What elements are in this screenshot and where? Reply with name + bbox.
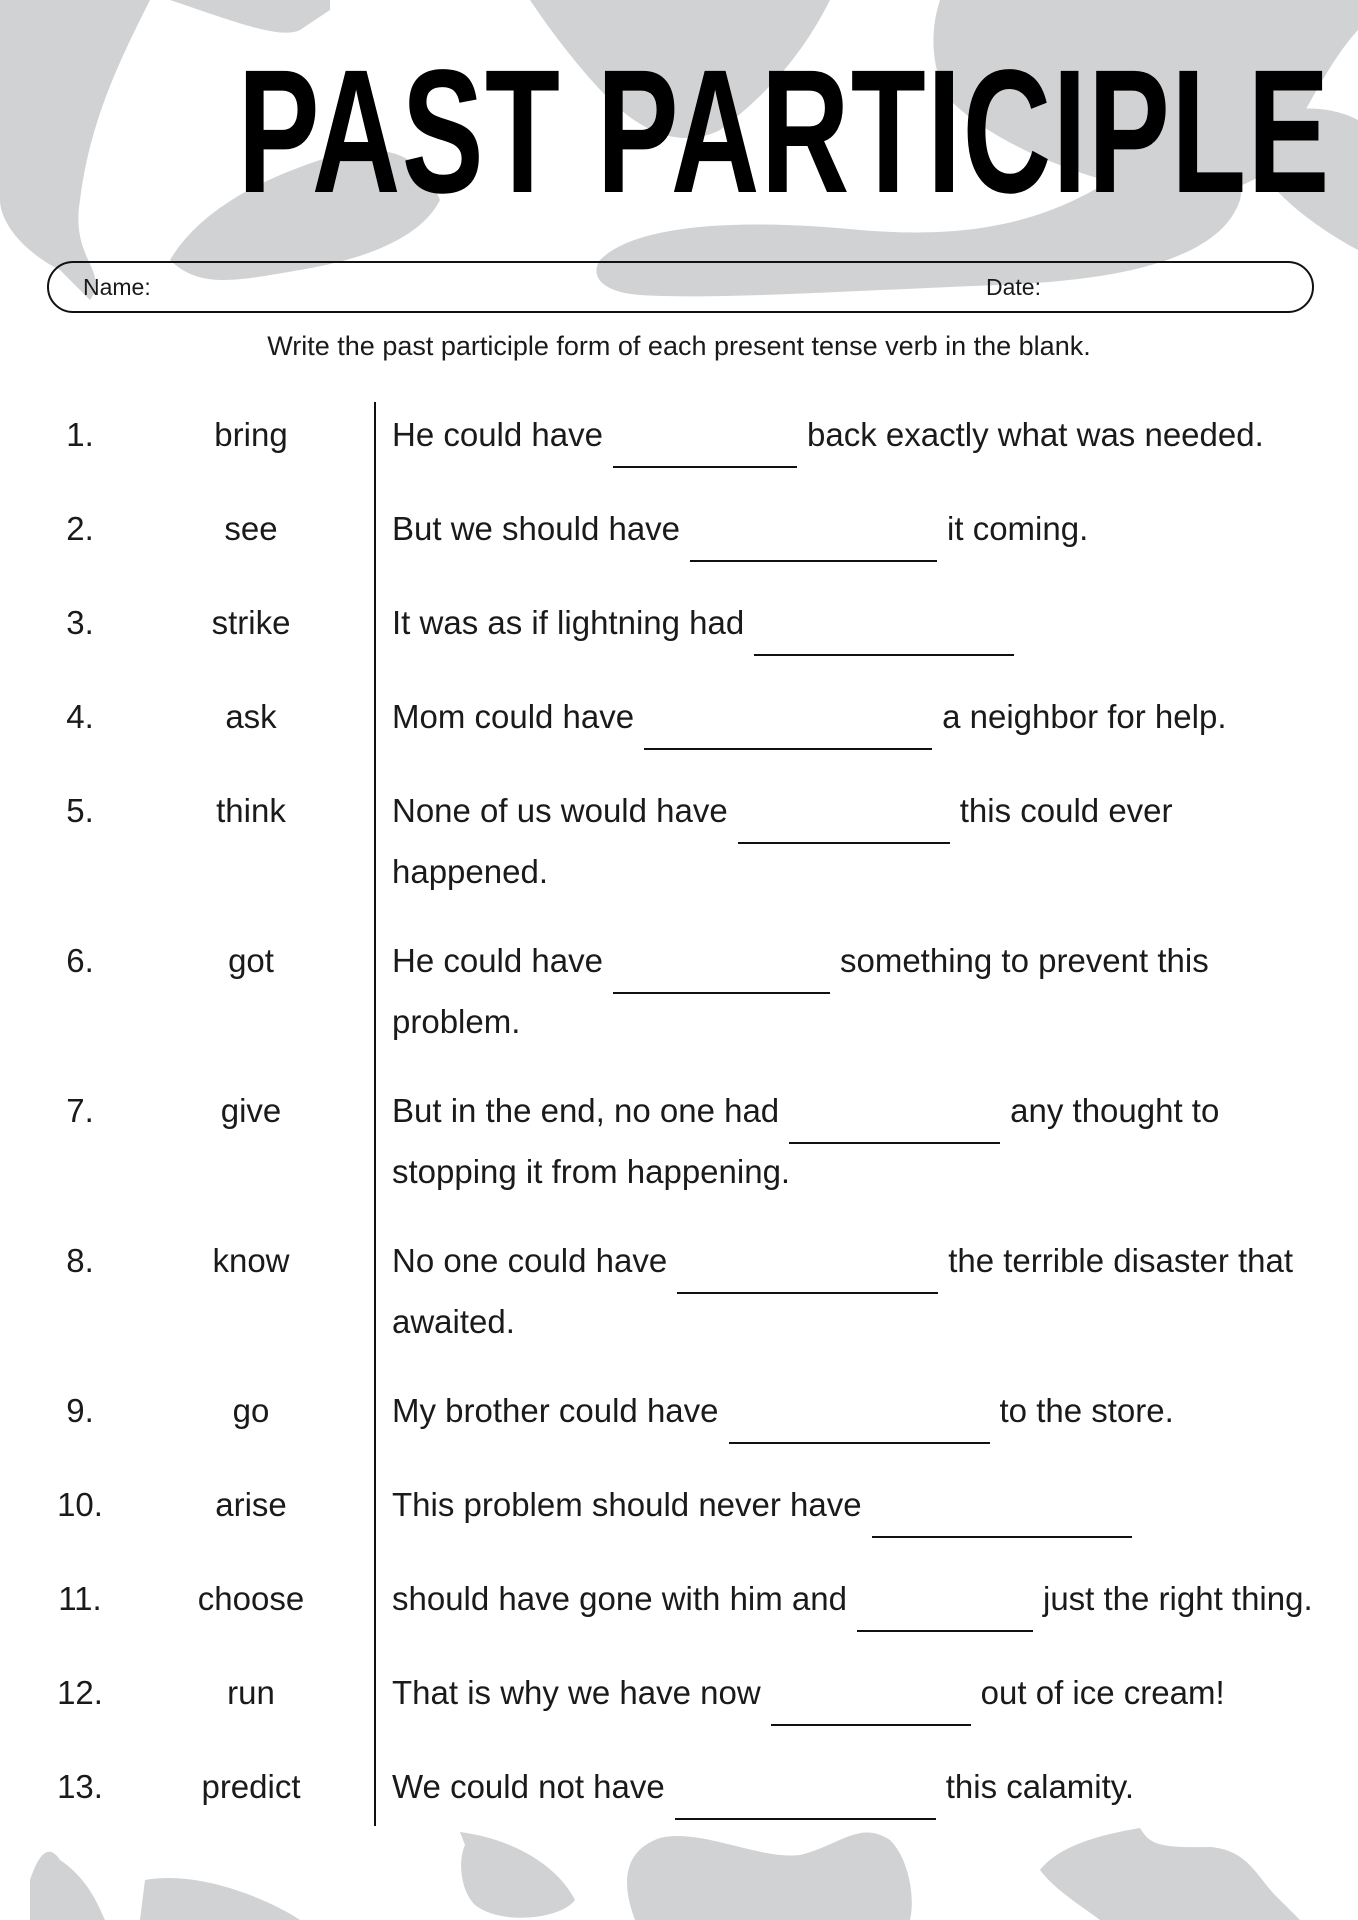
exercise-item [0,689,1358,783]
sentence-before: But we should have [392,510,681,547]
sentence-after: it coming. [947,510,1089,547]
exercise-list [0,407,1358,1853]
sentence-before: It was as if lightning had [392,604,745,641]
present-verb: strike [211,604,291,641]
exercise-item [0,1383,1358,1477]
sentence [392,595,1322,656]
exercise-item [0,1083,1358,1233]
sentence-before: But in the end, no one had [392,1092,780,1129]
sentence [392,1383,1322,1444]
exercise-item [0,1665,1358,1759]
sentence [392,407,1322,468]
item-number: 2. [66,510,94,547]
sentence-after: something to prevent this problem. [392,942,1209,1040]
item-number: 5. [66,792,94,829]
answer-blank[interactable] [738,796,950,844]
sentence [392,1759,1322,1820]
sentence-before: Mom could have [392,698,635,735]
present-verb: got [228,942,274,979]
item-number: 13. [57,1768,103,1805]
exercise-item [0,1759,1358,1853]
item-number: 11. [58,1580,102,1617]
sentence-before: He could have [392,942,603,979]
answer-blank[interactable] [613,420,797,468]
name-date-box [47,261,1314,313]
sentence-after: this calamity. [945,1768,1135,1805]
sentence-after: just the right thing. [1042,1580,1313,1617]
item-number: 4. [66,698,94,735]
sentence [392,1571,1322,1632]
sentence [392,501,1322,562]
sentence-after: the terrible disaster that awaited. [392,1242,1294,1340]
present-verb: give [220,1092,282,1129]
item-number: 3. [66,604,94,641]
answer-blank[interactable] [872,1490,1132,1538]
sentence [392,1233,1322,1350]
item-number: 1. [66,416,94,453]
present-verb: think [216,792,286,829]
sentence-after: any thought to stopping it from happening. [392,1092,1220,1190]
title-container [0,34,1358,230]
answer-blank[interactable] [690,514,937,562]
sentence [392,1665,1322,1726]
answer-blank[interactable] [677,1246,938,1294]
present-verb: arise [215,1486,287,1523]
answer-blank[interactable] [729,1396,990,1444]
item-number: 6. [66,942,94,979]
sentence-before: He could have [392,416,603,453]
sentence-after: back exactly what was needed. [806,416,1264,453]
present-verb: see [224,510,278,547]
present-verb: know [212,1242,290,1279]
exercise-item [0,783,1358,933]
instructions: Write the past participle form of each present tense verb in the blank. [267,331,1091,361]
present-verb: bring [214,416,288,453]
sentence-after: out of ice cream! [980,1674,1225,1711]
present-verb: run [227,1674,275,1711]
exercise-item [0,1571,1358,1665]
sentence-after: to the store. [999,1392,1174,1429]
answer-blank[interactable] [675,1772,936,1820]
sentence-before: We could not have [392,1768,665,1805]
item-number: 8. [66,1242,94,1279]
sentence [392,933,1322,1050]
answer-blank[interactable] [857,1584,1033,1632]
present-verb: go [232,1392,270,1429]
sentence [392,783,1322,900]
page-title: PAST PARTICIPLE [237,34,1331,230]
present-verb: ask [225,698,277,735]
sentence [392,1083,1322,1200]
present-verb: choose [197,1580,305,1617]
exercise-item [0,1477,1358,1571]
exercise-item [0,407,1358,501]
name-label: Name: [83,274,151,300]
sentence-before: That is why we have now [392,1674,761,1711]
exercise-item [0,933,1358,1083]
exercise-item [0,595,1358,689]
item-number: 10. [57,1486,103,1523]
answer-blank[interactable] [644,702,932,750]
sentence-before: None of us would have [392,792,728,829]
answer-blank[interactable] [754,608,1014,656]
sentence-before: should have gone with him and [392,1580,847,1617]
present-verb: predict [201,1768,301,1805]
exercise-item [0,1233,1358,1383]
sentence [392,1477,1322,1538]
sentence [392,689,1322,750]
item-number: 12. [57,1674,103,1711]
exercise-item [0,501,1358,595]
item-number: 7. [66,1092,94,1129]
sentence-before: This problem should never have [392,1486,862,1523]
date-label: Date: [986,274,1041,300]
item-number: 9. [66,1392,94,1429]
sentence-before: My brother could have [392,1392,719,1429]
sentence-after: this could ever happened. [392,792,1173,890]
sentence-after: a neighbor for help. [942,698,1227,735]
sentence-before: No one could have [392,1242,668,1279]
answer-blank[interactable] [771,1678,971,1726]
answer-blank[interactable] [789,1096,1000,1144]
answer-blank[interactable] [613,946,830,994]
